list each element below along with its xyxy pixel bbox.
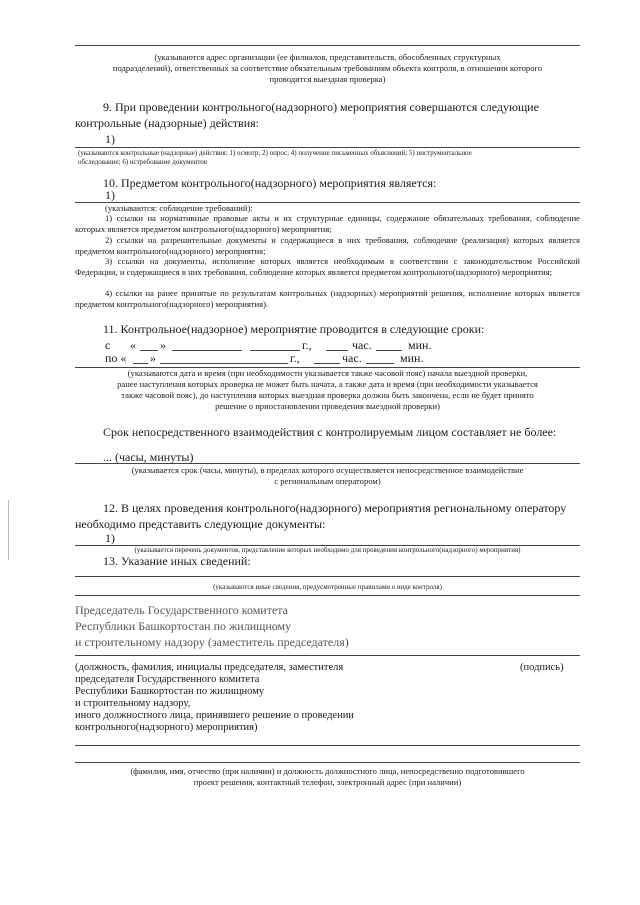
date-to-min-label: мин. [400,351,424,365]
date-to-min-line [366,363,394,364]
section10-note-p1: 1) ссылки на нормативные правовые акты и их структурные единицы, содержание обязательных требования, соблюдение которых является предметом контрольного(надзорного) мероприятия; [75,213,580,234]
official-note-l1: (должность, фамилия, инициалы председателя, заместителя [75,662,344,673]
official-title-l1: Председатель Государственного комитета [75,603,289,617]
date-from-year-label: г., [302,338,312,352]
section10-note-p3: 3) ссылки на документы, исполнение которых является необходимым в соответствии с законодательством Российской Федерации, и содержащиеся в них требования, соблюдение которых является предметом контрольного(надзорного) мероприятия; [75,256,580,277]
section10-heading: 10. Предметом контрольного(надзорного) мероприятия является: [103,176,437,190]
section9-fill-line [75,147,580,148]
date-from-min-label: мин. [408,338,432,352]
interaction-term-note-l2: с региональным оператором) [274,476,381,486]
date-to-hour-line [314,363,340,364]
section9-note-l2: обследование; 6) истребование документов [78,158,208,166]
section11-note-l3: также часовой пояс), до наступления которых выездная проверка должна быть закончена, если не будет принято [121,390,534,400]
date-from-quote-close: » [160,338,166,352]
official-note-l3: Республики Башкортостан по жилищному [75,686,265,697]
official-fill-line [75,655,580,656]
section12-note: (указывается перечень документов, представление которых необходимо для проведения контрольного(надзорного) мероприятия) [134,546,521,554]
date-to-prefix: по « [105,351,127,365]
section12-heading-l2: необходимо представить следующие документы: [75,517,326,531]
official-note-l2: председателя Государственного комитета [75,674,260,685]
section8-note-l2: подразделений), ответственных за соответствие обязательным требованиям объекта контроля, в отношении которого [112,63,543,73]
section12-item1: 1) [105,531,115,545]
date-from-quote-open: « [130,338,136,352]
section9-heading-l2: контрольные (надзорные) действия: [75,116,259,130]
section11-note-l1: (указываются дата и время (при необходимости указывается также часовой пояс) начала выездной проверки, [127,368,528,378]
section10-note-p4: 4) ссылки на ранее принятые по результатам контрольных (надзорных) мероприятий решения, исполнение которых является предметом контрольного(надзорного) мероприятия). [75,288,580,309]
section8-note-l1: (указываются адрес организации (ее филиалов, представительств, обособленных структурных [154,52,501,62]
section8-fill-line [75,45,580,46]
section10-item1: 1) [105,188,115,202]
official-title-l2: Республики Башкортостан по жилищному [75,619,292,633]
interaction-term-value: ... (часы, минуты) [103,450,194,464]
section10-note-intro: (указываются: соблюдение требований): [105,203,253,213]
section9-item1: 1) [105,132,115,146]
date-from-prefix: с [105,338,111,352]
section9-note-l1: (указываются контрольные (надзорные) действия: 1) осмотр; 2) опрос; 4) получение письменных объяснений; 5) инструментальное [78,149,472,157]
preparer-fill-line-1 [75,745,580,746]
date-to-day-line [133,363,148,364]
official-note-l6: контрольного(надзорного) мероприятия) [75,722,258,733]
date-from-hour-label: час. [352,338,372,352]
preparer-fill-line-2 [75,762,580,763]
date-from-min-line [376,350,402,351]
section9-heading-l1: 9. При проведении контрольного(надзорного) мероприятия совершаются следующие [103,100,539,114]
section12-heading-l1: 12. В целях проведения контрольного(надзорного) мероприятия региональному оператору [103,501,567,515]
section13-heading: 13. Указание иных сведений: [103,554,251,568]
date-to-month-year-line [160,363,288,364]
section11-note-l4: решение о приостановлении проведения выездной проверки) [215,401,440,411]
preparer-note-l1: (фамилия, имя, отчество (при наличии) и должность должностного лица, непосредственно подготовившего [130,766,525,776]
scan-edge-mark [8,500,9,560]
section8-note-l3: проводится выездная проверка) [269,74,386,84]
official-note-l5: иного должностного лица, принявшего решение о проведении [75,710,354,721]
signature-label: (подпись) [520,662,564,673]
interaction-term-note-l1: (указывается срок (часы, минуты), в пределах которого осуществляется непосредственное взаимодействие [131,465,524,475]
interaction-term-line [75,463,580,464]
section11-heading: 11. Контрольное(надзорное) мероприятие проводится в следующие сроки: [103,322,485,336]
date-to-year-label: г., [290,351,300,365]
official-title-l3: и строительному надзору (заместитель председателя) [75,635,349,649]
section13-fill-line [75,576,580,577]
official-note-l4: и строительному надзору, [75,698,191,709]
section13-note: (указываются иные сведения, предусмотренные правилами о виде контроля) [213,583,442,591]
interaction-term-text: Срок непосредственного взаимодействия с контролируемым лицом составляет не более: [103,425,557,439]
section10-note-p2: 2) ссылки на разрешительные документы и содержащиеся в них требования, соблюдение (реализация) которых является предметом контрольного(надзорного) мероприятия; [75,235,580,256]
date-to-quote-close: » [150,351,156,365]
date-from-month-line [172,350,242,351]
preparer-note-l2: проект решения, контактный телефон, электронный адрес (при наличии) [193,777,462,787]
date-to-hour-label: час. [342,351,362,365]
section11-note-l2: ранее наступления которых проверка не может быть начата, а также дата и время (при необходимости указывается [117,379,538,389]
section13-bottom-line [75,595,580,596]
